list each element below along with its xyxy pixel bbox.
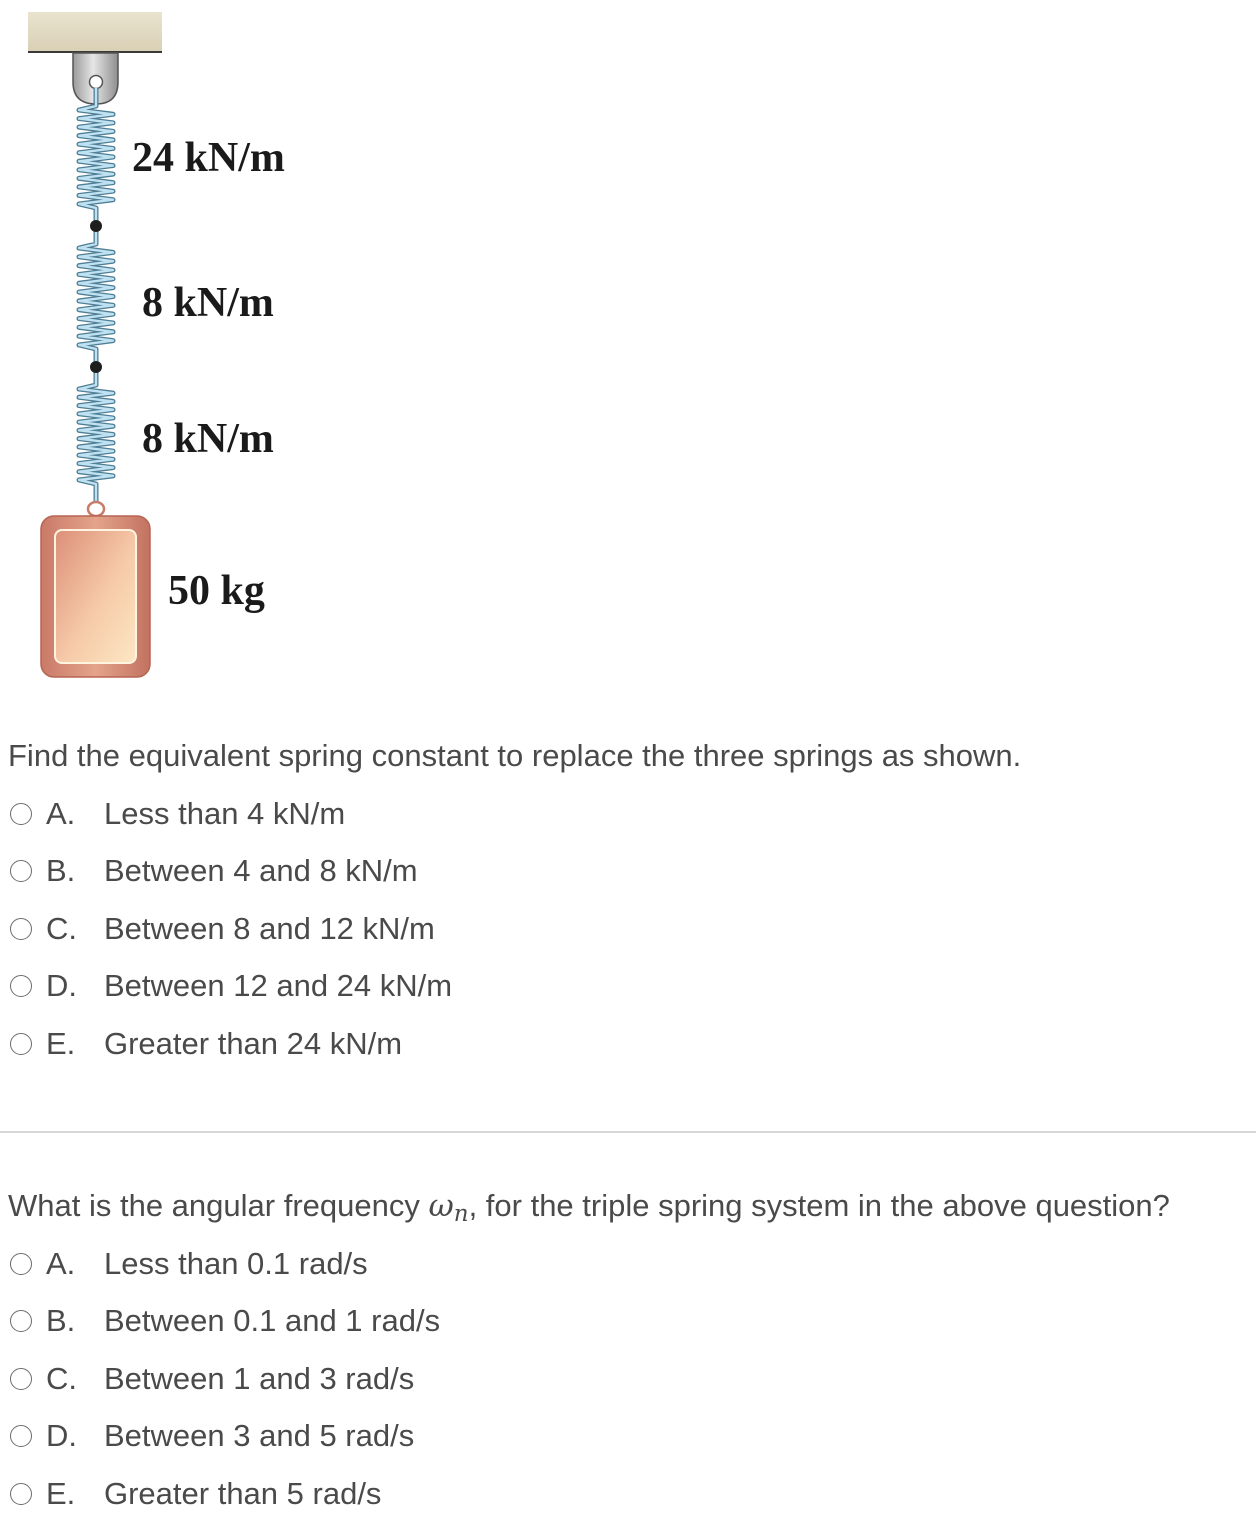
option-letter: B. [46, 853, 76, 889]
option-letter: D. [46, 968, 77, 1004]
spring-label-2: 8 kN/m [142, 280, 274, 326]
radio-button[interactable] [10, 1483, 32, 1505]
question-2-text-start: What is the angular frequency [8, 1188, 429, 1223]
option-text: Greater than 24 kN/m [104, 1025, 403, 1061]
spring-label-3: 8 kN/m [142, 416, 274, 462]
mass-block [41, 502, 150, 677]
q1-option-d[interactable] [8, 958, 452, 1016]
option-letter: B. [46, 1303, 76, 1339]
omega-subscript: n [453, 1201, 469, 1227]
q2-option-a[interactable] [8, 1235, 440, 1293]
radio-button[interactable] [10, 1033, 32, 1055]
option-text: Between 4 and 8 kN/m [104, 853, 418, 889]
option-text: Between 0.1 and 1 rad/s [104, 1303, 441, 1339]
radio-button[interactable] [10, 1310, 32, 1332]
q2-option-b[interactable] [8, 1293, 440, 1351]
option-text: Greater than 5 rad/s [104, 1475, 382, 1511]
option-text: Less than 0.1 rad/s [104, 1245, 368, 1281]
radio-button[interactable] [10, 1253, 32, 1275]
q1-option-e[interactable] [8, 1015, 452, 1073]
spring-mass-diagram [0, 0, 320, 690]
q2-option-c[interactable] [8, 1350, 440, 1408]
option-letter: C. [46, 910, 77, 946]
option-text: Between 1 and 3 rad/s [104, 1360, 415, 1396]
question-2-text-end: , for the triple spring system in the above question? [468, 1188, 1170, 1223]
q1-option-a[interactable] [8, 785, 452, 843]
option-letter: C. [46, 1360, 77, 1396]
radio-button[interactable] [10, 975, 32, 997]
radio-button[interactable] [10, 1425, 32, 1447]
radio-button[interactable] [10, 803, 32, 825]
radio-button[interactable] [10, 1368, 32, 1390]
option-letter: A. [46, 795, 76, 831]
mass-label: 50 kg [168, 568, 265, 614]
question-1-options [8, 785, 452, 1073]
option-text: Less than 4 kN/m [104, 795, 346, 831]
radio-button[interactable] [10, 860, 32, 882]
radio-button[interactable] [10, 918, 32, 940]
question-1-text: Find the equivalent spring constant to replace the three springs as shown. [8, 738, 1022, 773]
question-2-text [8, 1188, 1170, 1227]
option-text: Between 8 and 12 kN/m [104, 910, 435, 946]
q1-option-c[interactable] [8, 900, 452, 958]
q1-option-b[interactable] [8, 843, 452, 901]
option-letter: A. [46, 1245, 76, 1281]
question-2-options [8, 1235, 440, 1523]
omega-symbol: ω [428, 1188, 454, 1224]
ceiling [28, 12, 162, 52]
option-letter: E. [46, 1025, 76, 1061]
option-letter: E. [46, 1475, 76, 1511]
q2-option-d[interactable] [8, 1408, 440, 1466]
option-letter: D. [46, 1418, 77, 1454]
spring-junction-node [90, 361, 102, 373]
q2-option-e[interactable] [8, 1465, 440, 1523]
section-divider [0, 1131, 1256, 1133]
option-text: Between 12 and 24 kN/m [104, 968, 453, 1004]
spring-label-1: 24 kN/m [132, 135, 285, 181]
spring-junction-node [90, 220, 102, 232]
option-text: Between 3 and 5 rad/s [104, 1418, 415, 1454]
springs [79, 88, 113, 502]
